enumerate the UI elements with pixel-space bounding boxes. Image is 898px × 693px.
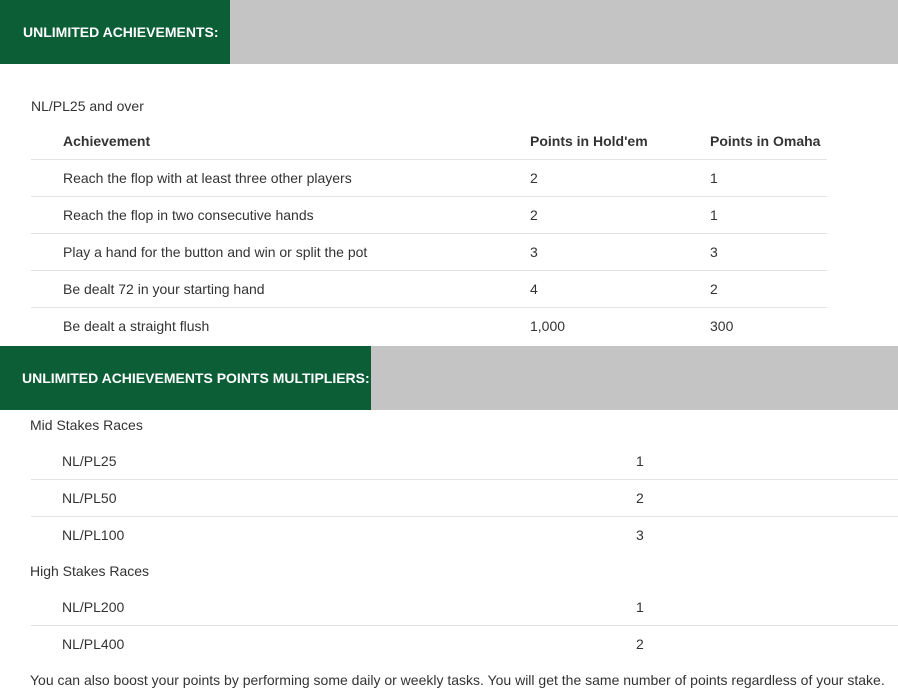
multiplier-value: 2 bbox=[636, 490, 644, 506]
table-row bbox=[31, 443, 898, 480]
stake-level: NL/PL50 bbox=[62, 490, 117, 506]
mid-stakes-label: Mid Stakes Races bbox=[30, 417, 143, 433]
holdem-points: 2 bbox=[530, 170, 538, 186]
omaha-points: 3 bbox=[710, 244, 718, 260]
table-row bbox=[31, 234, 827, 271]
high-stakes-table bbox=[31, 589, 898, 663]
high-stakes-label: High Stakes Races bbox=[30, 563, 150, 579]
table-row bbox=[31, 480, 898, 517]
omaha-points: 1 bbox=[710, 207, 718, 223]
stake-level: NL/PL25 bbox=[62, 453, 117, 469]
stake-level: NL/PL400 bbox=[62, 636, 125, 652]
multiplier-value: 3 bbox=[636, 527, 644, 543]
column-header-omaha: Points in Omaha bbox=[710, 133, 821, 149]
achievement-name: Be dealt a straight flush bbox=[63, 318, 210, 334]
holdem-points: 1,000 bbox=[530, 318, 566, 334]
table-row bbox=[31, 308, 827, 345]
table-row bbox=[31, 626, 898, 663]
stake-level: NL/PL200 bbox=[62, 599, 125, 615]
footer-note: You can also boost your points by performing some daily or weekly tasks. You will get the same number of points regardless of your stake. bbox=[30, 672, 885, 688]
omaha-points: 1 bbox=[710, 170, 718, 186]
table-row bbox=[31, 271, 827, 308]
multiplier-value: 2 bbox=[636, 636, 644, 652]
omaha-points: 2 bbox=[710, 281, 718, 297]
table-row bbox=[31, 517, 898, 554]
achievements-group-label: NL/PL25 and over bbox=[31, 98, 144, 114]
mid-stakes-table bbox=[31, 443, 898, 554]
holdem-points: 3 bbox=[530, 244, 538, 260]
achievements-table bbox=[31, 123, 827, 345]
multipliers-header-bar bbox=[0, 346, 898, 410]
achievements-header-title: UNLIMITED ACHIEVEMENTS: bbox=[0, 0, 230, 64]
multiplier-value: 1 bbox=[636, 599, 644, 615]
table-row bbox=[31, 589, 898, 626]
achievement-name: Play a hand for the button and win or split the pot bbox=[63, 244, 368, 260]
holdem-points: 4 bbox=[530, 281, 538, 297]
multiplier-value: 1 bbox=[636, 453, 644, 469]
omaha-points: 300 bbox=[710, 318, 734, 334]
achievement-name: Reach the flop with at least three other players bbox=[63, 170, 352, 186]
multipliers-header-title: UNLIMITED ACHIEVEMENTS POINTS MULTIPLIERS: bbox=[0, 346, 371, 410]
achievement-name: Be dealt 72 in your starting hand bbox=[63, 281, 265, 297]
column-header-achievement: Achievement bbox=[63, 133, 151, 149]
table-row bbox=[31, 197, 827, 234]
table-row bbox=[31, 160, 827, 197]
achievements-header-bar bbox=[0, 0, 898, 64]
stake-level: NL/PL100 bbox=[62, 527, 125, 543]
achievement-name: Reach the flop in two consecutive hands bbox=[63, 207, 314, 223]
achievements-table-header bbox=[31, 123, 827, 160]
column-header-holdem: Points in Hold'em bbox=[530, 133, 648, 149]
holdem-points: 2 bbox=[530, 207, 538, 223]
